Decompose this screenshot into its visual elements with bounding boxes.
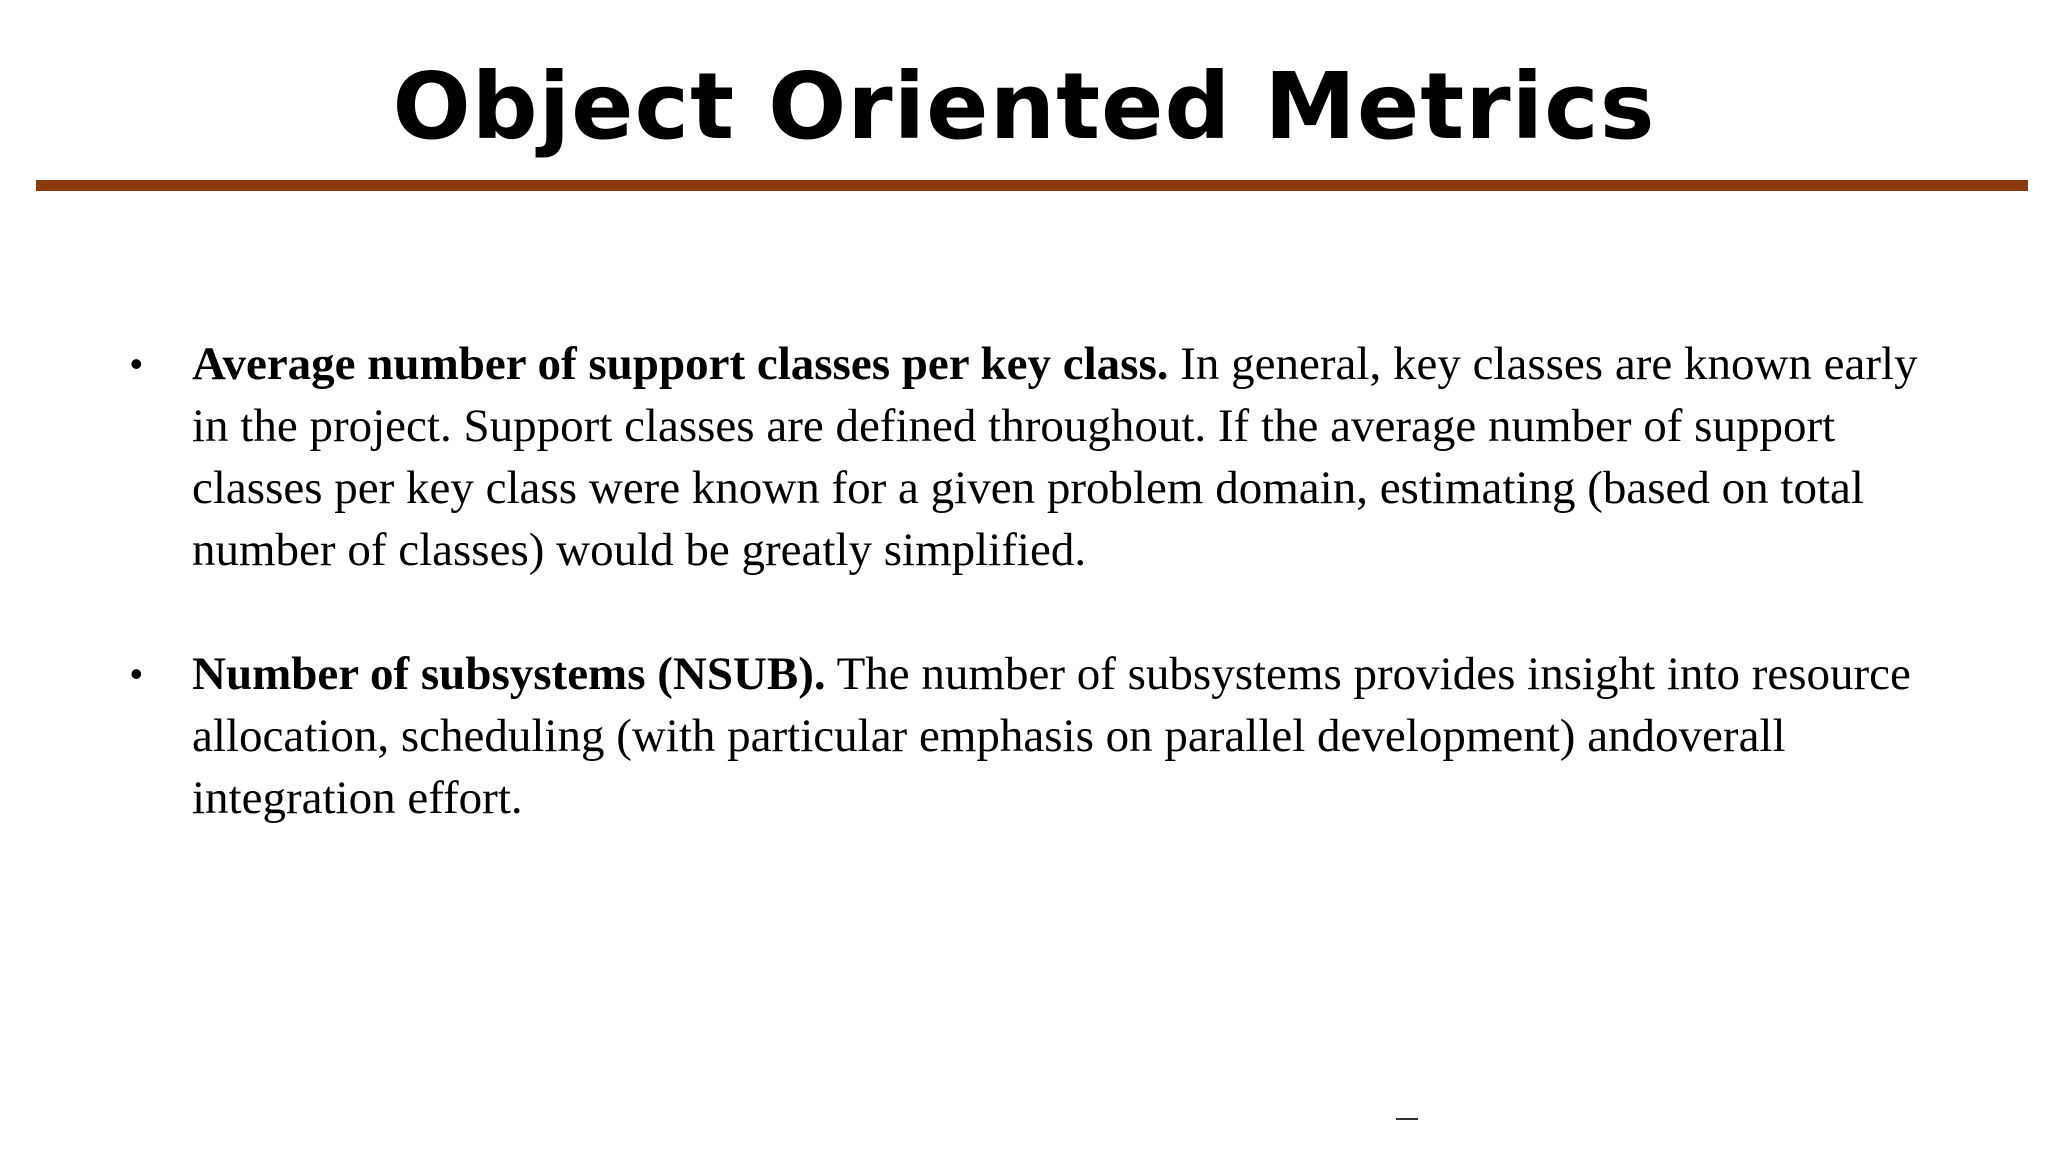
bullet-item-support-classes [130,333,1920,581]
footer-dash-mark [1396,1118,1418,1120]
bullet-text: The number of subsystems provides insight into resource allocation, scheduling (with particular emphasis on parallel development) andoverall integration effort. [192,648,1911,824]
bullet-term: Average number of support classes per key class. [192,338,1169,390]
bullet-icon: • [130,343,143,384]
slide-title: Object Oriented Metrics [392,53,1656,160]
bullet-list [130,333,1920,829]
title-divider [36,180,2028,191]
bullet-icon: • [130,653,143,694]
bullet-term: Number of subsystems (NSUB). [192,648,826,700]
bullet-text: In general, key classes are known early in the project. Support classes are defined throughout. If the average number of support classes per key class were known for a given problem domain, estimating (based on total number of classes) would be greatly simplified. [192,338,1918,576]
bullet-item-nsub [130,643,1920,829]
